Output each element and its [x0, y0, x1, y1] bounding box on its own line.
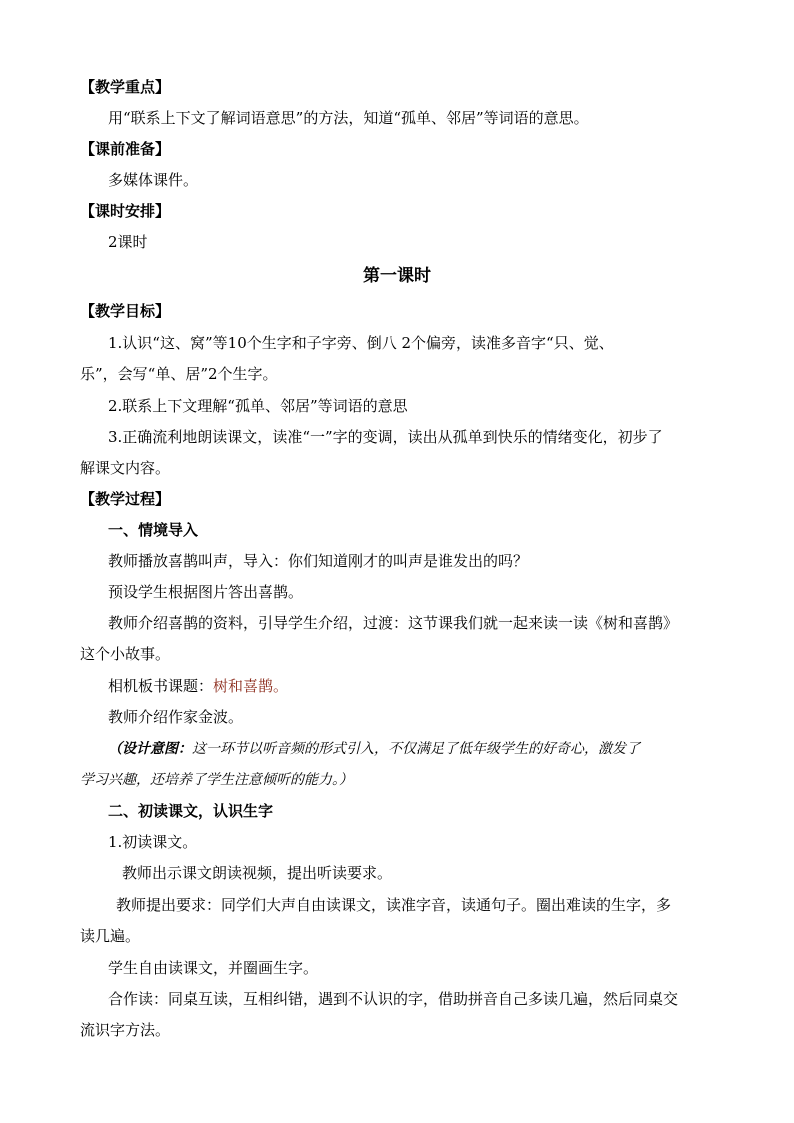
teaching-focus-heading: 【教学重点】: [80, 78, 171, 96]
board-title-line: [108, 676, 288, 696]
teaching-focus-text: 用“联系上下文了解词语意思”的方法，知道“孤单、邻居”等词语的意思。: [108, 109, 589, 127]
step-2: 教师出示课文朗读视频，提出听读要求。: [122, 864, 393, 882]
design-note-text-1: 这一环节以听音频的形式引入，不仅满足了低年级学生的好奇心，激发了: [192, 741, 640, 757]
step-3-line-1: 教师提出要求：同学们大声自由读课文，读准字音，读通句子。圈出难读的生字，多: [116, 896, 672, 914]
goal-2: 2.联系上下文理解“孤单、邻居”等词语的意思: [108, 397, 408, 415]
process-paragraph-2: 预设学生根据图片答出喜鹊。: [108, 583, 304, 601]
goal-3-line-1: 3.正确流利地朗读课文，读准“一”字的变调，读出从孤单到快乐的情绪变化，初步了: [108, 428, 663, 446]
process-heading: 【教学过程】: [80, 490, 171, 508]
goal-1-line-1: 1.认识“这、窝”等10个生字和子字旁、倒八 2个偏旁，读准多音字“只、觉、: [108, 334, 614, 352]
preparation-heading: 【课前准备】: [80, 140, 171, 158]
part-2-title: 二、初读课文，认识生字: [108, 802, 274, 820]
step-1: 1.初读课文。: [108, 833, 198, 851]
design-note-line-1: [108, 739, 640, 759]
process-paragraph-1: 教师播放喜鹊叫声，导入：你们知道刚才的叫声是谁发出的吗？: [108, 552, 529, 570]
board-title-prefix: 相机板书课题：: [108, 677, 214, 695]
step-5-line-2: 流识字方法。: [80, 1021, 171, 1039]
goal-1-line-2: 乐”，会写“单、居”2个生字。: [80, 365, 278, 383]
goal-3-line-2: 解课文内容。: [80, 459, 171, 477]
step-5-line-1: 合作读：同桌互读，互相纠错，遇到不认识的字，借助拼音自己多读几遍，然后同桌交: [108, 990, 679, 1008]
step-4: 学生自由读课文，并圈画生字。: [108, 959, 319, 977]
schedule-text: 2课时: [108, 233, 148, 251]
goals-heading: 【教学目标】: [80, 302, 171, 320]
design-note-label: （设计意图：: [108, 741, 192, 757]
lesson-title: 第一课时: [363, 266, 431, 286]
part-1-title: 一、情境导入: [108, 521, 199, 539]
schedule-heading: 【课时安排】: [80, 202, 171, 220]
step-3-line-2: 读几遍。: [80, 927, 141, 945]
design-note-line-2: 学习兴趣，还培养了学生注意倾听的能力。）: [80, 772, 353, 788]
board-title-text: 树和喜鹊。: [213, 677, 289, 695]
process-paragraph-3-line-2: 这个小故事。: [80, 645, 171, 663]
preparation-text: 多媒体课件。: [108, 171, 199, 189]
process-paragraph-5: 教师介绍作家金波。: [108, 708, 244, 726]
process-paragraph-3-line-1: 教师介绍喜鹊的资料，引导学生介绍，过渡：这节课我们就一起来读一读《树和喜鹊》: [108, 614, 679, 632]
